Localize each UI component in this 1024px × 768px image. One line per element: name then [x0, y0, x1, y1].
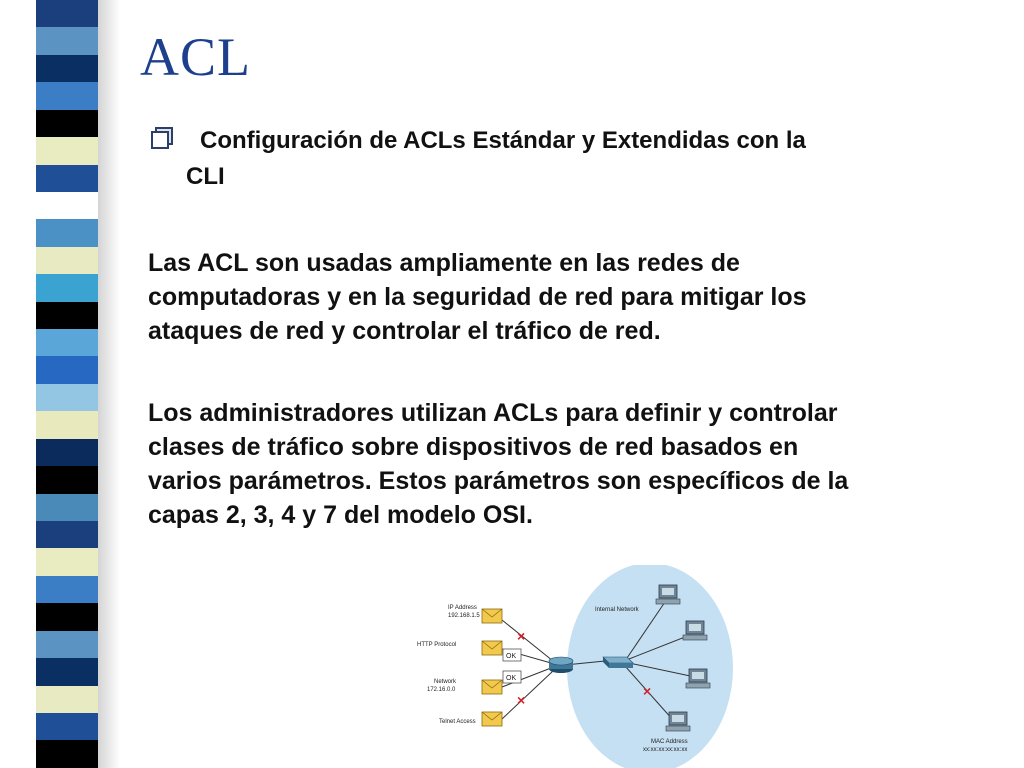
stripe-segment	[36, 274, 98, 301]
stripe-segment	[36, 192, 98, 219]
paragraph1-line: Las ACL son usadas ampliamente en las redes de	[148, 249, 740, 277]
stripe-segment	[36, 165, 98, 192]
paragraph-admin-usage	[148, 396, 968, 532]
stripe-segment	[36, 658, 98, 685]
ip-address-value: 192.168.1.5	[448, 613, 480, 619]
paragraph1-line: ataques de red y controlar el tráfico de red.	[148, 317, 661, 345]
acl-network-diagram	[405, 565, 745, 768]
ok-label: OK	[506, 675, 517, 682]
telnet-access-label: Telnet Access	[439, 719, 476, 725]
mac-address-label: MAC Address	[651, 739, 688, 745]
stripe-segment	[36, 247, 98, 274]
stripe-segment	[36, 137, 98, 164]
stripe-segment	[36, 576, 98, 603]
switch-icon	[603, 657, 633, 668]
envelope-icon	[482, 641, 502, 655]
ok-label: OK	[506, 653, 517, 660]
stripe-segment	[36, 439, 98, 466]
stripe-segment	[36, 740, 98, 767]
stripe-segment	[36, 27, 98, 54]
paragraph1-line: computadoras y en la seguridad de red para mitigar los	[148, 283, 807, 311]
stripe-segment	[36, 411, 98, 438]
stripe-segment	[36, 686, 98, 713]
bullet-heading	[186, 123, 946, 195]
paragraph2-line: Los administradores utilizan ACLs para definir y controlar	[148, 399, 838, 427]
stripe-segment	[36, 329, 98, 356]
network-value: 172.16.0.0	[427, 687, 456, 693]
paragraph-acl-usage	[148, 246, 968, 348]
checkbox-bullet-icon	[150, 126, 175, 151]
stripe-segment	[36, 521, 98, 548]
envelope-icon	[482, 712, 502, 726]
stripe-shadow	[98, 0, 120, 768]
envelope-icon	[482, 609, 502, 623]
internal-network-ellipse	[567, 565, 733, 768]
stripe-segment	[36, 55, 98, 82]
stripe-segment	[36, 466, 98, 493]
deny-x-icon: ×	[517, 628, 526, 644]
deny-x-icon: ×	[643, 683, 652, 699]
paragraph2-line: varios parámetros. Estos parámetros son específicos de la	[148, 467, 849, 495]
stripe-segment	[36, 110, 98, 137]
mac-address-value: xx:xx:xx:xx:xx:xx	[643, 747, 688, 753]
stripe-segment	[36, 356, 98, 383]
stripe-segment	[36, 219, 98, 246]
stripe-segment	[36, 713, 98, 740]
stripe-segment	[36, 302, 98, 329]
stripe-segment	[36, 82, 98, 109]
computer-icon	[666, 712, 690, 731]
slide-title: ACL	[140, 27, 251, 87]
paragraph2-line: clases de tráfico sobre dispositivos de red basados en	[148, 433, 799, 461]
network-label: Network	[434, 679, 457, 685]
ip-address-label: IP Address	[448, 605, 477, 611]
internal-network-label: Internal Network	[595, 607, 639, 613]
bullet-heading-line-1: Configuración de ACLs Estándar y Extendidas con la	[200, 127, 806, 154]
computer-icon	[656, 585, 680, 604]
stripe-segment	[36, 548, 98, 575]
decorative-stripe-bar	[36, 0, 98, 768]
stripe-segment	[36, 603, 98, 630]
stripe-segment	[36, 0, 98, 27]
stripe-segment	[36, 494, 98, 521]
stripe-segment	[36, 631, 98, 658]
stripe-segment	[36, 384, 98, 411]
deny-x-icon: ×	[517, 692, 526, 708]
computer-icon	[686, 669, 710, 688]
paragraph2-line: capas 2, 3, 4 y 7 del modelo OSI.	[148, 501, 533, 529]
computer-icon	[683, 621, 707, 640]
router-icon	[549, 657, 573, 673]
envelope-icon	[482, 680, 502, 694]
http-protocol-label: HTTP Protocol	[417, 642, 457, 648]
bullet-heading-line-2: CLI	[186, 163, 225, 190]
